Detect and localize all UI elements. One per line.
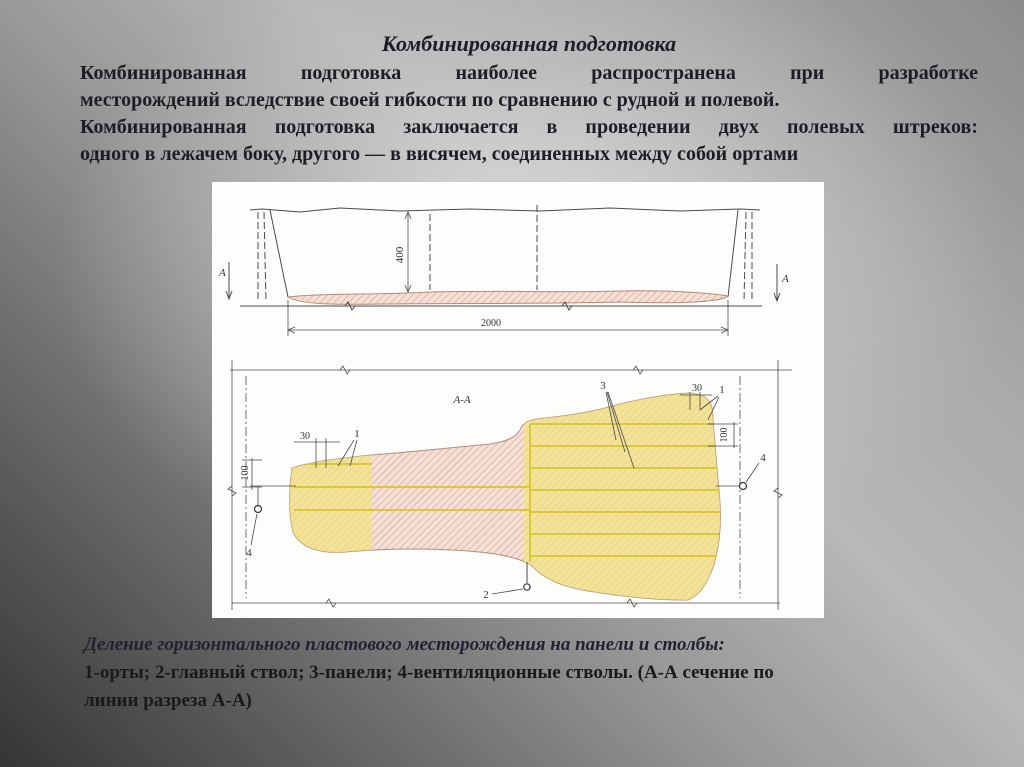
main-shaft bbox=[524, 584, 530, 590]
callout-3: 3 bbox=[600, 380, 606, 392]
dim-30-left: 30 bbox=[300, 431, 310, 442]
caption-line-3: линии разреза А-А) bbox=[84, 690, 252, 711]
callout-2: 2 bbox=[483, 589, 489, 601]
figure bbox=[212, 182, 824, 618]
intro-line-2: месторождений вследствие своей гибкости по сравнению с рудной и полевой. bbox=[80, 89, 780, 111]
section-mark-right: А bbox=[782, 273, 789, 285]
panel-highlight-right bbox=[524, 390, 722, 604]
intro-line-4: одного в лежачем боку, другого — в висячем, соединенных между собой ортами bbox=[80, 143, 799, 165]
section-mark-left: А bbox=[219, 267, 226, 279]
plan-section-label: А-А bbox=[453, 394, 471, 406]
callout-4-left: 4 bbox=[246, 547, 252, 559]
callout-1-right: 1 bbox=[719, 384, 725, 396]
caption-line-2: 1-орты; 2-главный ствол; 3-панели; 4-вентиляционные стволы. (А-А сечение по bbox=[84, 662, 774, 683]
vent-shaft-left bbox=[255, 506, 262, 513]
intro-text bbox=[80, 62, 978, 170]
intro-line-3: Комбинированная подготовка заключается в проведении двух полевых штреков: bbox=[80, 116, 978, 138]
mining-diagram bbox=[212, 182, 824, 618]
dim-100-right: 100 bbox=[719, 427, 730, 443]
dim-100-left: 100 bbox=[240, 465, 251, 481]
callout-1-left: 1 bbox=[354, 428, 360, 440]
vent-shaft-right bbox=[740, 483, 747, 490]
callout-4-right: 4 bbox=[760, 452, 766, 464]
dim-30-right: 30 bbox=[692, 383, 702, 394]
slide-title: Комбинированная подготовка bbox=[381, 31, 677, 56]
caption-line-1: Деление горизонтального пластового месторождения на панели и столбы: bbox=[84, 634, 725, 655]
intro-line-1: Комбинированная подготовка наиболее распространена при разработке bbox=[80, 62, 978, 84]
figure-caption bbox=[84, 634, 984, 718]
length-dimension-label: 2000 bbox=[481, 318, 501, 329]
panel-highlight-left bbox=[288, 450, 372, 554]
depth-dimension-label: 400 bbox=[394, 246, 406, 264]
